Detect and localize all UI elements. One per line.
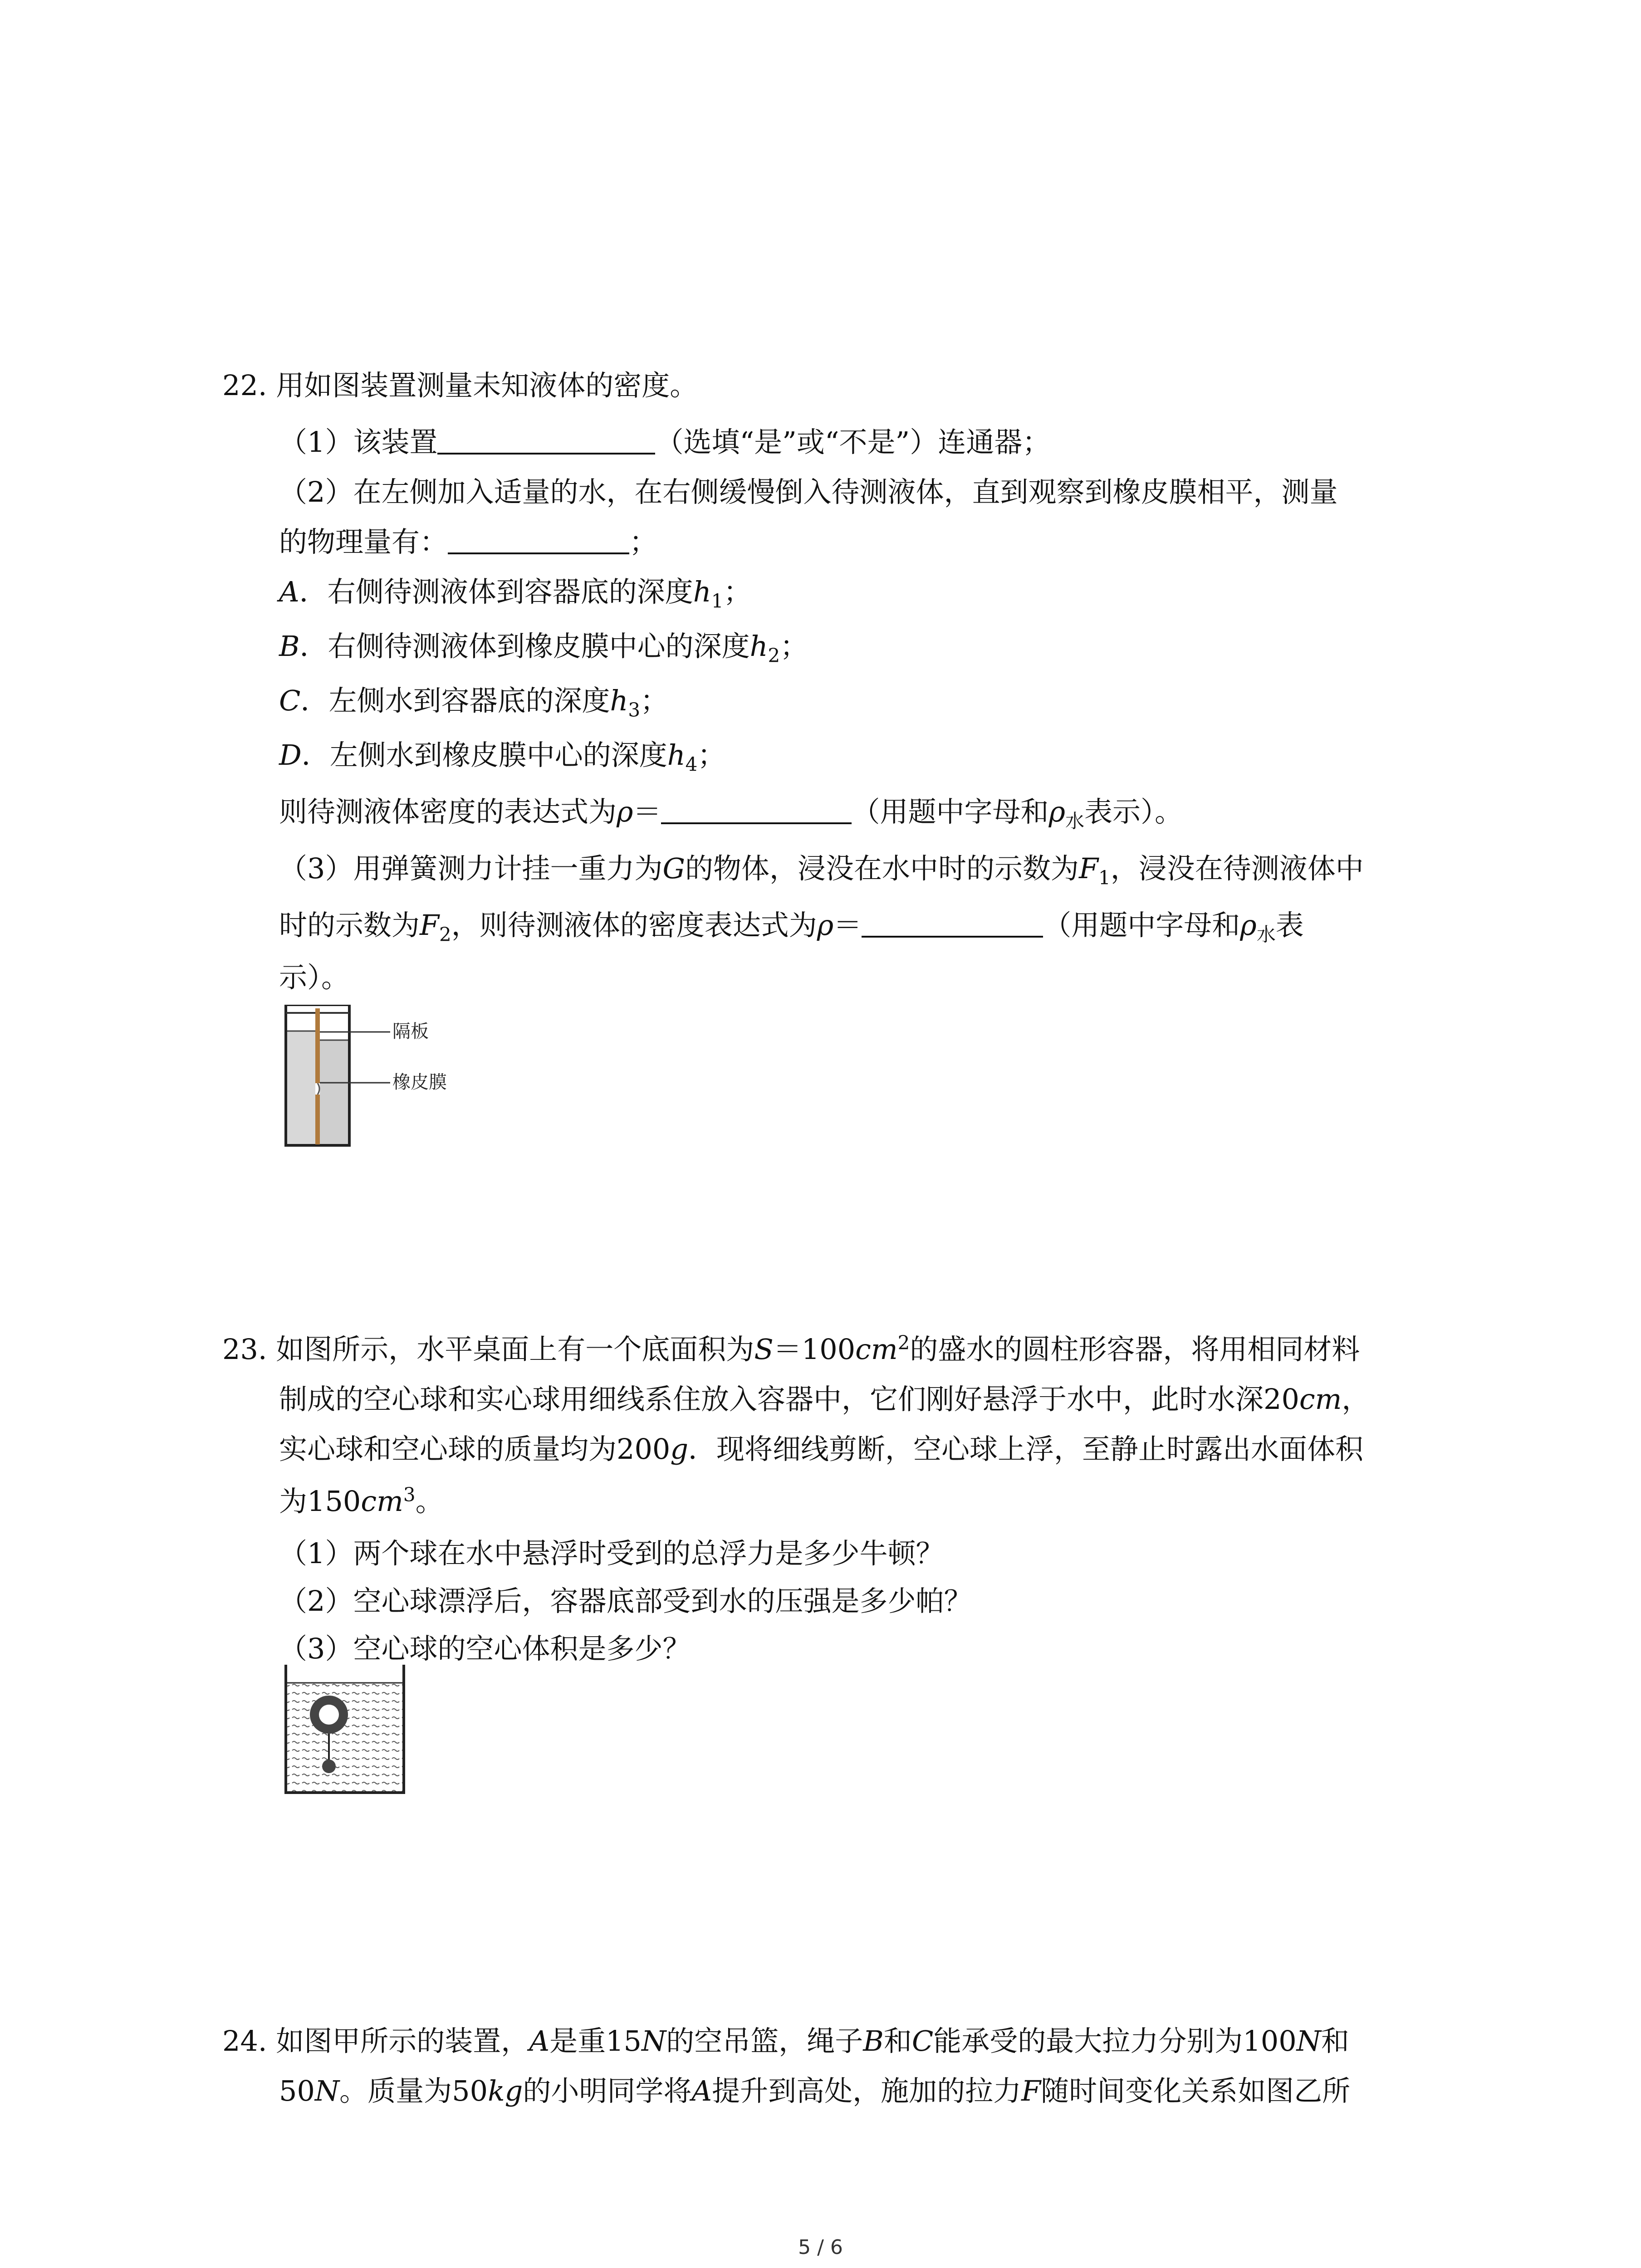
- q22-title: 22. 用如图装置测量未知液体的密度。: [222, 369, 698, 402]
- q22-blank-1[interactable]: [437, 425, 655, 455]
- q22-part3-line2: 时的示数为$F_2$，则待测液体的密度表达式为ρ＝ （用题中字母和$\rho_水$表: [279, 909, 1304, 946]
- q22-option-b: B．右侧待测液体到橡皮膜中心的深度$h_2$；: [279, 630, 808, 667]
- q22-part3-line3: 示）。: [279, 961, 350, 994]
- membrane: [318, 1083, 319, 1095]
- q22-blank-3[interactable]: [661, 794, 852, 824]
- q22-blank-2[interactable]: [448, 524, 629, 554]
- q22-part3-line1: （3）用弹簧测力计挂一重力为G的物体，浸没在水中时的示数为$F_1$，浸没在待测液体中: [279, 852, 1364, 889]
- q23-line1: 23. 如图所示，水平桌面上有一个底面积为$S=100cm^2$的盛水的圆柱形容器，将用相同材料: [222, 1331, 1360, 1366]
- q22-option-d: D．左侧水到橡皮膜中心的深度$h_4$；: [279, 738, 726, 776]
- q24-line2: 50N。质量为50kg的小明同学将A提升到高处，施加的拉力F随时间变化关系如图乙所: [279, 2074, 1351, 2107]
- left-water: [287, 1031, 315, 1144]
- q23-line3: 实心球和空心球的质量均为200g．现将细线剪断，空心球上浮，至静止时露出水面体积: [279, 1432, 1364, 1466]
- q23-line2: 制成的空心球和实心球用细线系住放入容器中，它们刚好悬浮于水中，此时水深20cm，: [279, 1383, 1370, 1416]
- right-liquid: [320, 1040, 348, 1144]
- water: [286, 1683, 404, 1792]
- label-partition: 隔板: [392, 1021, 429, 1042]
- q24-line1: 24. 如图甲所示的装置，A是重15N的空吊篮，绳子B和C能承受的最大拉力分别为100N和: [222, 2024, 1349, 2058]
- q23-sub1: （1）两个球在水中悬浮时受到的总浮力是多少牛顿？: [279, 1537, 944, 1570]
- q22-expression-line: 则待测液体密度的表达式为ρ＝ （用题中字母和$\rho_水$表示）。: [279, 795, 1183, 832]
- q23-figure-container: [281, 1665, 417, 1801]
- page-number: 5 / 6: [798, 2236, 843, 2259]
- q23-line4: 为$150cm^3$。: [279, 1483, 444, 1518]
- label-membrane: 橡皮膜: [392, 1072, 447, 1093]
- q22-part2-line1: （2）在左侧加入适量的水，在右侧缓慢倒入待测液体，直到观察到橡皮膜相平，测量: [279, 475, 1338, 508]
- q22-figure-container: [281, 1005, 490, 1150]
- q22-option-c: C．左侧水到容器底的深度$h_3$；: [279, 684, 669, 721]
- solid-ball: [322, 1760, 336, 1773]
- q23-sub2: （2）空心球漂浮后，容器底部受到水的压强是多少帕？: [279, 1584, 972, 1618]
- q22-option-a: A．右侧待测液体到容器底的深度$h_1$；: [279, 575, 752, 612]
- partition: [315, 1008, 320, 1083]
- q23-sub3: （3）空心球的空心体积是多少？: [279, 1632, 691, 1665]
- q22-part2-line2: 的物理量有： ；: [279, 525, 658, 558]
- hollow-ball-cavity: [319, 1705, 339, 1725]
- q22-part1: （1）该装置 （选填“是”或“不是”）连通器；: [279, 425, 1051, 459]
- q22-blank-4[interactable]: [862, 908, 1043, 938]
